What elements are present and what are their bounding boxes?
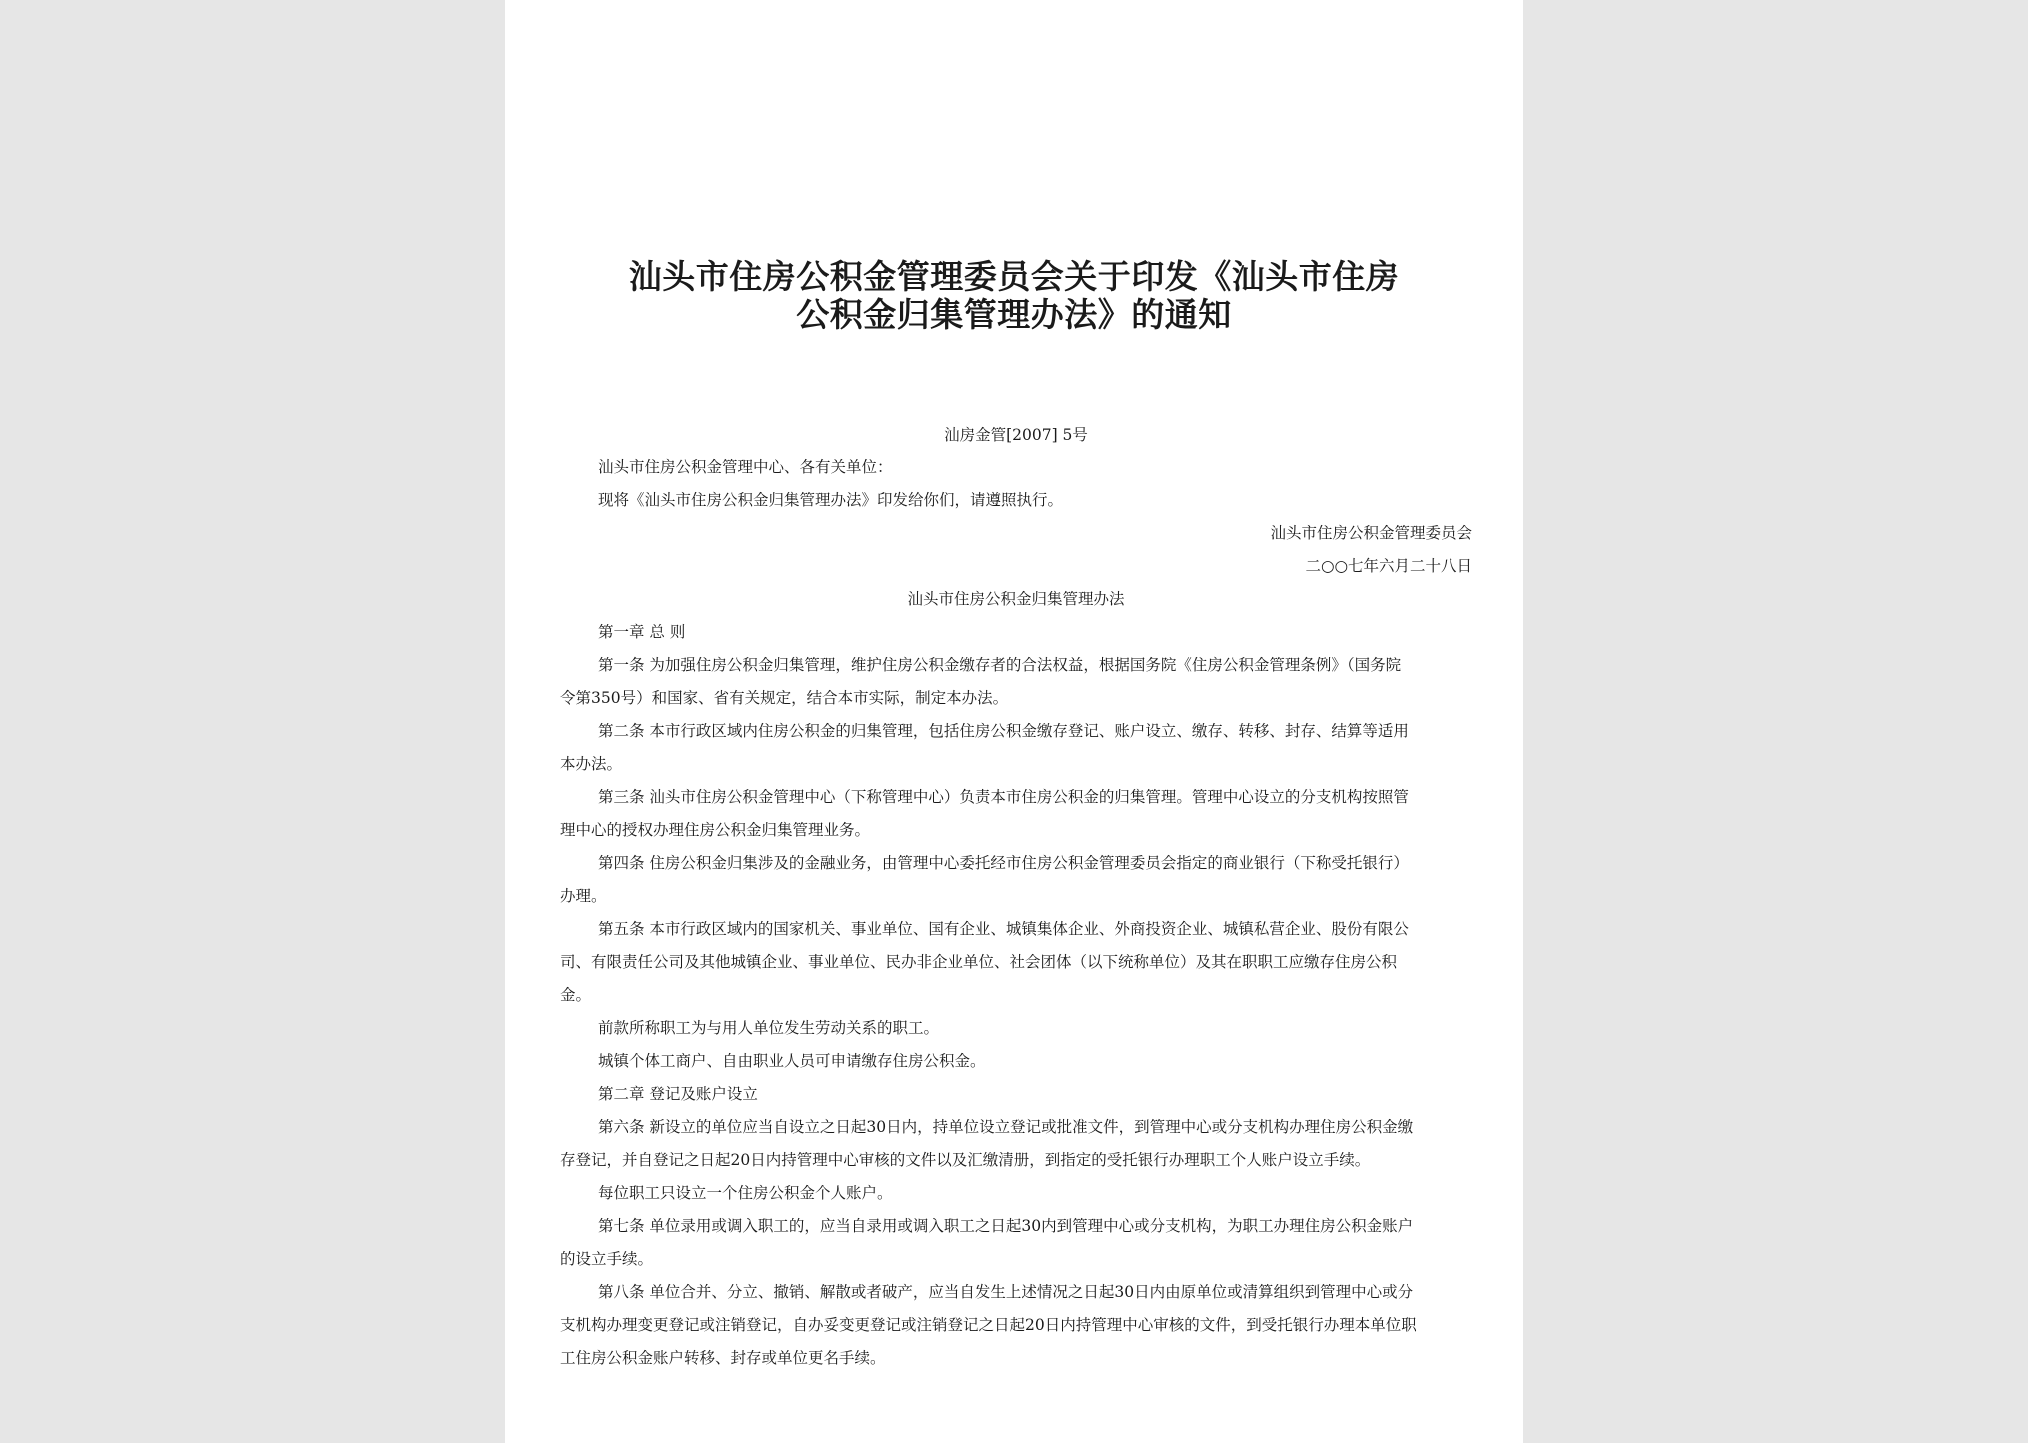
article-line: 工住房公积金账户转移、封存或单位更名手续。: [560, 1349, 886, 1367]
chapter-heading: 第二章 登记及账户设立: [598, 1085, 758, 1103]
article-line: 第四条 住房公积金归集涉及的金融业务，由管理中心委托经市住房公积金管理委员会指定的商业银行（下称受托银行）: [598, 854, 1409, 872]
title-line-1: 汕头市住房公积金管理委员会关于印发《汕头市住房: [628, 257, 1400, 296]
doc-number: 汕房金管[2007] 5号: [944, 426, 1088, 444]
article-line: 存登记，并自登记之日起20日内持管理中心审核的文件以及汇缴清册，到指定的受托银行办理职工个人账户设立手续。: [560, 1151, 1371, 1169]
article-line: 第三条 汕头市住房公积金管理中心（下称管理中心）负责本市住房公积金的归集管理。管理中心设立的分支机构按照管: [598, 788, 1409, 806]
title-line-2: 公积金归集管理办法》的通知: [796, 295, 1232, 334]
article-line: 前款所称职工为与用人单位发生劳动关系的职工。: [598, 1019, 940, 1037]
article-line: 本办法。: [560, 755, 623, 773]
article-line: 第六条 新设立的单位应当自设立之日起30日内，持单位设立登记或批准文件，到管理中心或分支机构办理住房公积金缴: [598, 1118, 1414, 1136]
issue-date: 二○○七年六月二十八日: [1305, 557, 1472, 575]
document-page: [505, 0, 1523, 1443]
article-line: 司、有限责任公司及其他城镇企业、事业单位、民办非企业单位、社会团体（以下统称单位）及其在职职工应缴存住房公积: [560, 953, 1398, 971]
article-line: 第二条 本市行政区域内住房公积金的归集管理，包括住房公积金缴存登记、账户设立、缴存、转移、封存、结算等适用: [598, 722, 1409, 740]
article-line: 每位职工只设立一个住房公积金个人账户。: [598, 1184, 893, 1202]
article-line: 第五条 本市行政区域内的国家机关、事业单位、国有企业、城镇集体企业、外商投资企业、城镇私营企业、股份有限公: [598, 920, 1409, 938]
addressee: 汕头市住房公积金管理中心、各有关单位：: [598, 458, 893, 476]
article-line: 第八条 单位合并、分立、撤销、解散或者破产，应当自发生上述情况之日起30日内由原单位或清算组织到管理中心或分: [598, 1283, 1414, 1301]
document-title: [505, 258, 1523, 334]
article-line: 理中心的授权办理住房公积金归集管理业务。: [560, 821, 871, 839]
article-line: 支机构办理变更登记或注销登记，自办妥变更登记或注销登记之日起20日内持管理中心审核的文件，到受托银行办理本单位职: [560, 1316, 1417, 1334]
issuer: 汕头市住房公积金管理委员会: [1270, 524, 1472, 542]
article-line: 的设立手续。: [560, 1250, 654, 1268]
article-line: 第七条 单位录用或调入职工的，应当自录用或调入职工之日起30内到管理中心或分支机构，为职工办理住房公积金账户: [598, 1217, 1414, 1235]
article-line: 金。: [560, 986, 592, 1004]
chapter-heading: 第一章 总 则: [598, 623, 686, 641]
measures-title: 汕头市住房公积金归集管理办法: [907, 590, 1125, 608]
article-line: 办理。: [560, 887, 607, 905]
notice-text: 现将《汕头市住房公积金归集管理办法》印发给你们，请遵照执行。: [598, 491, 1064, 509]
article-line: 令第350号）和国家、省有关规定，结合本市实际，制定本办法。: [560, 689, 1009, 707]
article-line: 第一条 为加强住房公积金归集管理，维护住房公积金缴存者的合法权益，根据国务院《住房公积金管理条例》（国务院: [598, 656, 1402, 674]
article-line: 城镇个体工商户、自由职业人员可申请缴存住房公积金。: [598, 1052, 986, 1070]
